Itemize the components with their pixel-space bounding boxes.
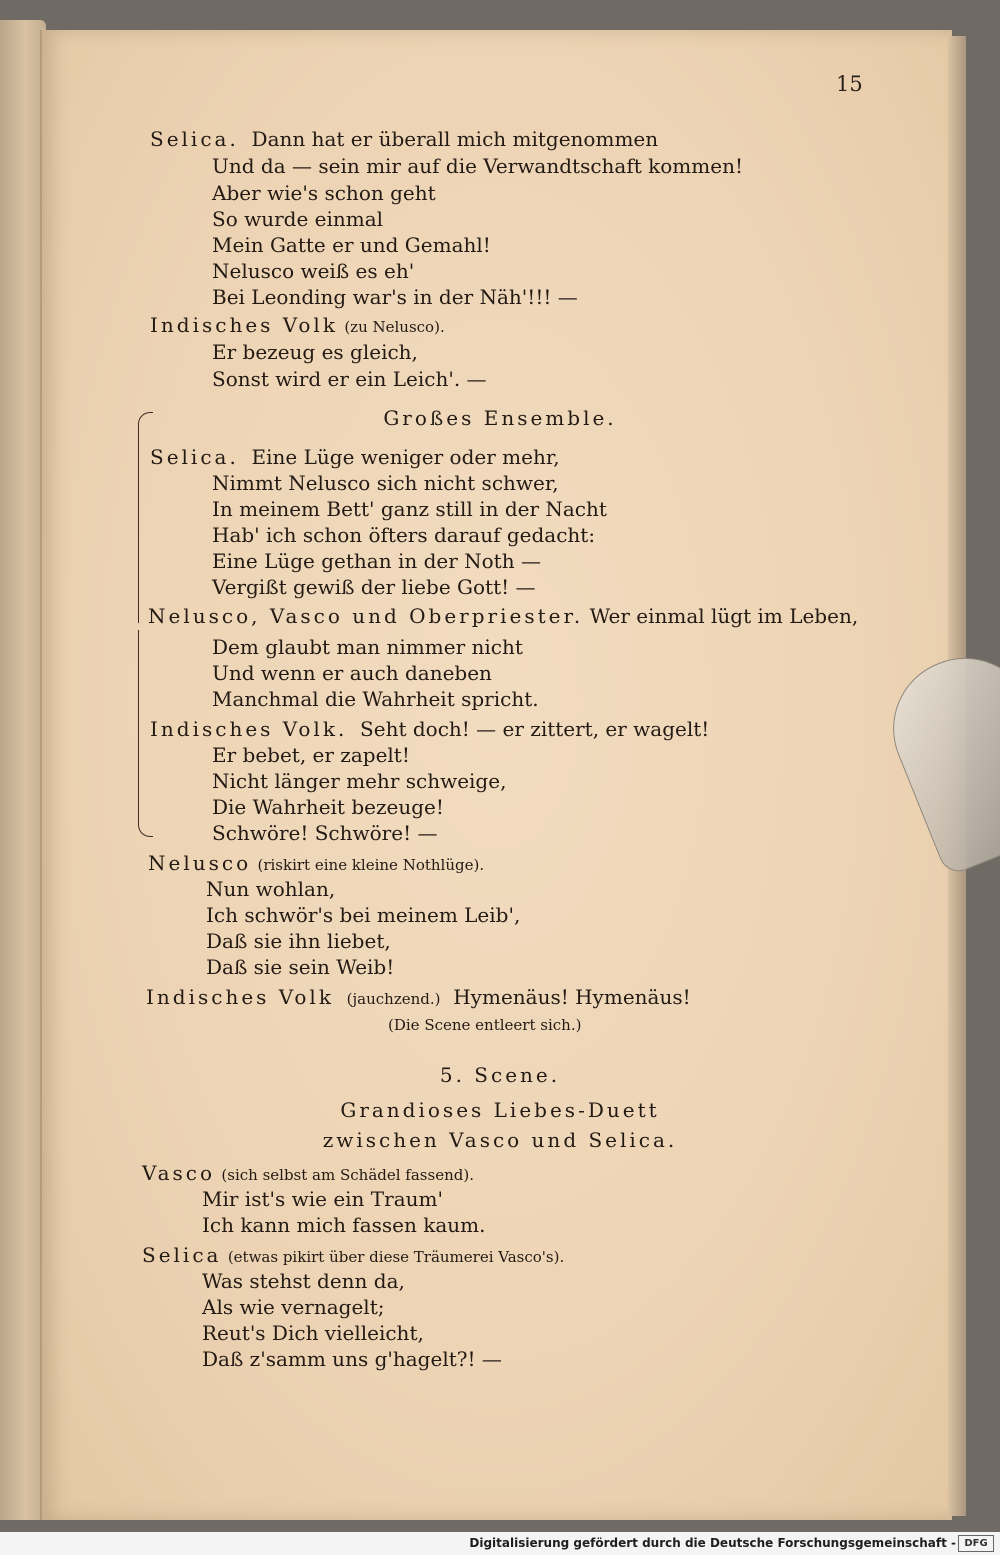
line-19: Und wenn er auch daneben xyxy=(212,661,492,685)
line-21 xyxy=(150,716,709,742)
line-38: Als wie vernagelt; xyxy=(202,1295,385,1319)
verse: Eine Lüge weniger oder mehr, xyxy=(251,445,560,469)
line-27: Nun wohlan, xyxy=(206,877,336,901)
line-26 xyxy=(148,850,484,878)
stage-direction: (sich selbst am Schädel fassend). xyxy=(221,1166,474,1184)
line-35: Ich kann mich fassen kaum. xyxy=(202,1213,486,1237)
line-34: Mir ist's wie ein Traum' xyxy=(202,1187,443,1211)
stage-direction: (jauchzend.) xyxy=(346,990,441,1008)
stage-direction: (etwas pikirt über diese Träumerei Vasco's). xyxy=(227,1248,565,1266)
line-4: So wurde einmal xyxy=(212,207,384,231)
duet-subheading: zwischen Vasco und Selica. xyxy=(322,1128,678,1152)
line-28: Ich schwör's bei meinem Leib', xyxy=(206,903,521,927)
line-12: Nimmt Nelusco sich nicht schwer, xyxy=(212,471,559,495)
speaker: Nelusco xyxy=(148,851,252,875)
line-30: Daß sie sein Weib! xyxy=(206,955,395,979)
verse: Seht doch! — er zittert, er wagelt! xyxy=(360,717,710,741)
line-9: Er bezeug es gleich, xyxy=(212,340,418,364)
speaker: Selica. xyxy=(150,445,239,469)
duet-heading: Grandioses Liebes-Duett xyxy=(340,1098,660,1122)
line-5: Mein Gatte er und Gemahl! xyxy=(212,233,491,257)
line-16: Vergißt gewiß der liebe Gott! — xyxy=(212,575,536,599)
line-11 xyxy=(150,444,560,470)
verse: Dann hat er überall mich mitgenommen xyxy=(251,127,659,151)
funding-credit: Digitalisierung gefördert durch die Deutsche Forschungsgemeinschaft - xyxy=(469,1536,956,1550)
page-number: 15 xyxy=(836,72,863,96)
speaker: Selica. xyxy=(150,127,239,151)
line-7: Bei Leonding war's in der Näh'!!! — xyxy=(212,285,578,309)
line-23: Nicht länger mehr schweige, xyxy=(212,769,507,793)
line-6: Nelusco weiß es eh' xyxy=(212,259,415,283)
verse: Wer einmal lügt im Leben, xyxy=(589,604,859,628)
line-8 xyxy=(150,312,445,340)
line-20: Manchmal die Wahrheit spricht. xyxy=(212,687,539,711)
speaker: Indisches Volk xyxy=(150,313,338,337)
stage-direction: (riskirt eine kleine Nothlüge). xyxy=(257,856,485,874)
line-17 xyxy=(148,603,858,629)
dfg-logo-icon: DFG xyxy=(958,1535,994,1552)
line-29: Daß sie ihn liebet, xyxy=(206,929,391,953)
speaker: Indisches Volk. xyxy=(150,717,348,741)
line-3: Aber wie's schon geht xyxy=(212,181,436,205)
line-15: Eine Lüge gethan in der Noth — xyxy=(212,549,541,573)
line-24: Die Wahrheit bezeuge! xyxy=(212,795,444,819)
line-10: Sonst wird er ein Leich'. — xyxy=(212,367,487,391)
verse: Hymenäus! Hymenäus! xyxy=(453,985,691,1009)
stage-direction-exit: (Die Scene entleert sich.) xyxy=(388,1016,582,1034)
line-40: Daß z'samm uns g'hagelt?! — xyxy=(202,1347,502,1371)
speaker: Nelusco, Vasco und Oberpriester. xyxy=(148,604,584,628)
stage-direction: (zu Nelusco). xyxy=(344,318,445,336)
line-1 xyxy=(150,126,658,152)
line-2: Und da — sein mir auf die Verwandtschaft kommen! xyxy=(212,154,743,178)
line-18: Dem glaubt man nimmer nicht xyxy=(212,635,523,659)
ensemble-brace-bottom xyxy=(138,630,153,837)
speaker: Indisches Volk xyxy=(146,985,334,1009)
line-31 xyxy=(146,984,691,1012)
line-33 xyxy=(142,1160,474,1188)
speaker: Vasco xyxy=(142,1161,216,1185)
speaker: Selica xyxy=(142,1243,222,1267)
line-14: Hab' ich schon öfters darauf gedacht: xyxy=(212,523,596,547)
ensemble-brace-top xyxy=(138,412,153,623)
footer-bar xyxy=(0,1532,1000,1555)
ensemble-heading: Großes Ensemble. xyxy=(383,406,617,430)
line-39: Reut's Dich vielleicht, xyxy=(202,1321,424,1345)
line-36 xyxy=(142,1242,564,1270)
line-37: Was stehst denn da, xyxy=(202,1269,405,1293)
line-25: Schwöre! Schwöre! — xyxy=(212,821,438,845)
line-22: Er bebet, er zapelt! xyxy=(212,743,410,767)
scene-heading: 5. Scene. xyxy=(439,1063,561,1087)
line-13: In meinem Bett' ganz still in der Nacht xyxy=(212,497,607,521)
